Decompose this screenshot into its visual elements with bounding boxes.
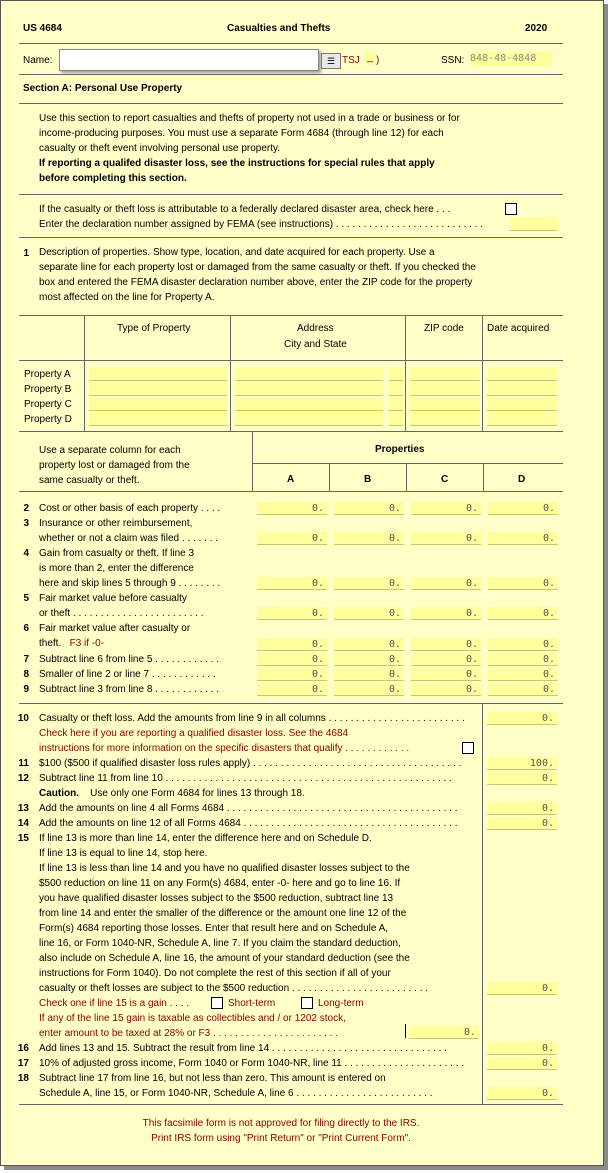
fema-checkbox[interactable]	[505, 203, 517, 215]
property-a-label: Property A	[24, 369, 71, 380]
section-title: Section A: Personal Use Property	[23, 83, 183, 94]
line-2-col-b[interactable]: 0.	[334, 502, 404, 515]
property-d-state[interactable]	[389, 412, 403, 426]
line-7-number: 7	[23, 654, 29, 665]
line-18-number: 18	[17, 1073, 29, 1084]
property-b-date[interactable]	[487, 382, 557, 396]
property-a-zip[interactable]	[410, 367, 480, 381]
property-a-state[interactable]	[389, 367, 403, 381]
line-12-number: 12	[17, 773, 29, 784]
line-14-text: Add the amounts on line 12 of all Forms 4684 . . . . . . . . . . . . . . . . . . . . . . . . . . . . . . . . . . . . . . .	[39, 818, 458, 829]
line-3-number: 3	[23, 518, 29, 529]
intro-text: Use this section to report casualties and thefts of property not used in a trade or business or for income-producing purposes. You must use a separate Form 4684 (through line 12) for each casualty or theft event involving personal use property. If reporting a qualifed disaster loss, see the instructions for special rules that apply before completing this section.	[39, 113, 460, 184]
line-13-value[interactable]: 0.	[487, 802, 557, 815]
tsj-close: )	[376, 55, 380, 66]
line-3-col-c[interactable]: 0.	[411, 532, 481, 545]
tsj-label: TSJ	[342, 55, 360, 66]
line-10-text: Casualty or theft loss. Add the amounts from line 9 in all columns . . . . . . . . . . . . . . . . . . . . . . . . .	[39, 713, 465, 724]
col-address: Address	[297, 323, 334, 334]
line-4-col-d[interactable]: 0.	[488, 577, 558, 590]
line-6-text: Fair market value after casualty or theft. F3 if -0-	[39, 623, 191, 649]
line-12-value[interactable]: 0.	[487, 772, 557, 785]
line-10-number: 10	[17, 713, 29, 724]
property-d-date[interactable]	[487, 412, 557, 426]
line-9-col-d[interactable]: 0.	[488, 683, 558, 696]
properties-intro: Use a separate column for each property lost or damaged from the same casualty or theft.	[39, 445, 190, 486]
property-b-state[interactable]	[389, 382, 403, 396]
property-c-state[interactable]	[389, 397, 403, 411]
line-14-number: 14	[17, 818, 29, 829]
line-9-col-b[interactable]: 0.	[334, 683, 404, 696]
line-4-col-b[interactable]: 0.	[334, 577, 404, 590]
line-15-value[interactable]: 0.	[487, 982, 557, 995]
line-3-col-d[interactable]: 0.	[488, 532, 558, 545]
property-c-zip[interactable]	[410, 397, 480, 411]
line-6-number: 6	[23, 623, 29, 634]
property-c-date[interactable]	[487, 397, 557, 411]
line-13-text: Add the amounts on line 4 all Forms 4684 . . . . . . . . . . . . . . . . . . . . . . . . . . . . . . . . . . . . . . . . . .	[39, 803, 458, 814]
name-input[interactable]	[59, 49, 319, 71]
col-b-header: B	[364, 474, 372, 485]
properties-title: Properties	[375, 444, 425, 455]
tsj-input[interactable]: _	[365, 51, 375, 65]
line-8-col-c[interactable]: 0.	[411, 668, 481, 681]
property-d-type[interactable]	[89, 412, 227, 426]
line-14-value[interactable]: 0.	[487, 817, 557, 830]
line-5-number: 5	[23, 593, 29, 604]
line-11-number: 11	[18, 758, 29, 769]
collectibles-note: If any of the line 15 gain is taxable as collectibles and / or 1202 stock,	[39, 1013, 346, 1024]
long-term-label: Long-term	[318, 998, 364, 1009]
line-7-col-c[interactable]: 0.	[411, 653, 481, 666]
line-3-col-a[interactable]: 0.	[257, 532, 327, 545]
line-1-number: 1	[23, 248, 29, 259]
line-6-col-d[interactable]: 0.	[488, 638, 558, 651]
line-18-text: Subtract line 17 from line 16, but not less than zero. This amount is entered on Schedule A, line 15, or Form 1040-NR, Schedule A, line 6 . . . . . . . . . . . . . . . . . . . . . . . . .	[39, 1073, 433, 1099]
line-1-text: Description of properties. Show type, location, and date acquired for each property. Use a separate line for each property lost or damaged from the same casualty or theft. If you checked the box and entered the FEMA disaster declaration number above, enter the ZIP code for the property most affected on the line for Property A.	[39, 247, 476, 303]
line-6-col-a[interactable]: 0.	[257, 638, 327, 651]
col-a-header: A	[287, 474, 295, 485]
collectibles-28-value[interactable]: 0.	[409, 1026, 479, 1039]
property-a-date[interactable]	[487, 367, 557, 381]
line-6-col-b[interactable]: 0.	[334, 638, 404, 651]
line-17-value[interactable]: 0.	[487, 1057, 557, 1070]
property-d-label: Property D	[24, 414, 72, 425]
qualified-disaster-checkbox[interactable]	[462, 742, 474, 754]
property-c-label: Property C	[24, 399, 72, 410]
caution-note: Caution. Use only one Form 4684 for lines 13 through 18.	[39, 788, 305, 799]
line-15-text: If line 13 is more than line 14, enter the difference here and on Schedule D. If line 13 is equal to line 14, stop here. If line 13 is less than line 14 and you have no qualified disaster losses subject to the $500 reduction on line 11 on any Form(s) 4684, enter -0- here and go to line 16. If you have qualified disaster losses subject to the $500 reduction, subtract line 13 from line 14 and enter the smaller of the difference or the amount one line 12 of the Form(s) 4684 reporting those losses. Enter that result here and on Schedule A, line 16, or Form 1040-NR, Schedule A, line 7. If you claim the standard deduction, also include on Schedule A, line 16, the amount of your standard deduction (see the instructions for Form 1040). Do not complete the rest of this section if all of your casualty or theft losses are subject to the $500 reduction . . . . . . . . . . . . . . . . . . . . . . . . .	[39, 833, 429, 994]
name-label: Name:	[23, 55, 53, 66]
line-2-text: Cost or other basis of each property . . . .	[39, 503, 221, 514]
line-8-text: Smaller of line 2 or line 7 . . . . . . . . . . . .	[39, 669, 216, 680]
ssn-input[interactable]: 848-48-4848	[470, 52, 552, 66]
line-4-number: 4	[23, 548, 29, 559]
line-10-value[interactable]: 0.	[487, 712, 557, 725]
col-d-header: D	[518, 474, 526, 485]
line-5-col-b[interactable]: 0.	[334, 607, 404, 620]
line-18-value[interactable]: 0.	[487, 1087, 557, 1100]
line-7-col-d[interactable]: 0.	[488, 653, 558, 666]
line-4-text: Gain from casualty or theft. If line 3 is more than 2, enter the difference here and skip lines 5 through 9 . . . . . . . .	[39, 548, 221, 589]
line-8-col-b[interactable]: 0.	[334, 668, 404, 681]
fema-line-2: Enter the declaration number assigned by FEMA (see instructions) . . . . . . . . . . . . . . . . . . . . . . . . . . .	[39, 219, 484, 230]
line-7-col-a[interactable]: 0.	[257, 653, 327, 666]
col-city-state: City and State	[284, 339, 347, 350]
property-c-type[interactable]	[89, 397, 227, 411]
line-15-number: 15	[17, 833, 29, 844]
tax-year: 2020	[525, 23, 548, 34]
collectibles-28-note: enter amount to be taxed at 28% or F3 . . . . . . . . . . . . . . . . . . . . . . .	[39, 1028, 339, 1039]
property-b-address[interactable]	[235, 382, 383, 396]
property-b-type[interactable]	[89, 382, 227, 396]
line-3-col-b[interactable]: 0.	[334, 532, 404, 545]
line-16-text: Add lines 13 and 15. Subtract the result from line 14 . . . . . . . . . . . . . . . . . . . . . . . . . . . . . . . .	[39, 1043, 447, 1054]
line-2-number: 2	[23, 503, 29, 514]
fema-line-1: If the casualty or theft loss is attributable to a federally declared disaster area, check here . . .	[39, 204, 451, 215]
line-9-col-a[interactable]: 0.	[257, 683, 327, 696]
line-3-text: Insurance or other reimbursement, whether or not a claim was filed . . . . . . .	[39, 518, 218, 544]
property-b-label: Property B	[24, 384, 72, 395]
property-d-address[interactable]	[235, 412, 383, 426]
qualified-disaster-note-1: Check here if you are reporting a qualified disaster loss. See the 4684	[39, 728, 349, 739]
name-lookup-icon[interactable]: ☰	[321, 53, 341, 69]
line-9-col-c[interactable]: 0.	[411, 683, 481, 696]
line-11-text: $100 ($500 if qualified disaster loss rules apply) . . . . . . . . . . . . . . . . . . . . . . . . . . . . . . . . . . . . . .	[39, 758, 462, 769]
line-16-number: 16	[17, 1043, 29, 1054]
line-8-number: 8	[23, 669, 29, 680]
line-4-col-c[interactable]: 0.	[411, 577, 481, 590]
property-a-address[interactable]	[235, 367, 383, 381]
line-2-col-c[interactable]: 0.	[411, 502, 481, 515]
property-a-type[interactable]	[89, 367, 227, 381]
line-9-text: Subtract line 3 from line 8 . . . . . . . . . . . .	[39, 684, 220, 695]
line-8-col-a[interactable]: 0.	[257, 668, 327, 681]
line-8-col-d[interactable]: 0.	[488, 668, 558, 681]
line-6-col-c[interactable]: 0.	[411, 638, 481, 651]
line-7-col-b[interactable]: 0.	[334, 653, 404, 666]
ssn-label: SSN:	[441, 55, 465, 66]
short-term-label: Short-term	[228, 998, 276, 1009]
line-5-col-a[interactable]: 0.	[257, 607, 327, 620]
line-11-value[interactable]: 100.	[487, 757, 557, 770]
qualified-disaster-note-2: instructions for more information on the specific disasters that qualify . . . . . . . . . . . .	[39, 743, 410, 754]
gain-type-label: Check one if line 15 is a gain . . . .	[39, 998, 190, 1009]
line-17-number: 17	[17, 1058, 29, 1069]
line-2-col-a[interactable]: 0.	[257, 502, 327, 515]
long-term-checkbox[interactable]	[301, 997, 313, 1009]
form-id: US 4684	[23, 23, 62, 34]
fema-declaration-input[interactable]	[509, 217, 557, 231]
footer-disclaimer: This facsimile form is not approved for filing directly to the IRS.	[142, 1118, 420, 1129]
footer-print-note: Print IRS form using "Print Return" or "Print Current Form".	[151, 1133, 411, 1144]
col-c-header: C	[441, 474, 449, 485]
line-2-col-d[interactable]: 0.	[488, 502, 558, 515]
col-date-acquired: Date acquired	[487, 323, 550, 334]
line-5-text: Fair market value before casualty or theft . . . . . . . . . . . . . . . . . . . . . . . .	[39, 593, 204, 619]
line-13-number: 13	[17, 803, 29, 814]
line-4-col-a[interactable]: 0.	[257, 577, 327, 590]
line-12-text: Subtract line 11 from line 10 . . . . . . . . . . . . . . . . . . . . . . . . . . . . . . . . . . . . . . . . . . . . . . . . . . . .	[39, 773, 452, 784]
line-9-number: 9	[23, 684, 29, 695]
property-b-zip[interactable]	[410, 382, 480, 396]
line-5-col-c[interactable]: 0.	[411, 607, 481, 620]
line-7-text: Subtract line 6 from line 5 . . . . . . . . . . . .	[39, 654, 220, 665]
short-term-checkbox[interactable]	[211, 997, 223, 1009]
line-5-col-d[interactable]: 0.	[488, 607, 558, 620]
line-17-text: 10% of adjusted gross income, Form 1040 or Form 1040-NR, line 11 . . . . . . . . . . . . . . . . . . . . . .	[39, 1058, 464, 1069]
col-zip-code: ZIP code	[424, 323, 464, 334]
form-title: Casualties and Thefts	[227, 23, 331, 34]
property-d-zip[interactable]	[410, 412, 480, 426]
line-16-value[interactable]: 0.	[487, 1042, 557, 1055]
col-type-of-property: Type of Property	[117, 323, 191, 334]
property-c-address[interactable]	[235, 397, 383, 411]
